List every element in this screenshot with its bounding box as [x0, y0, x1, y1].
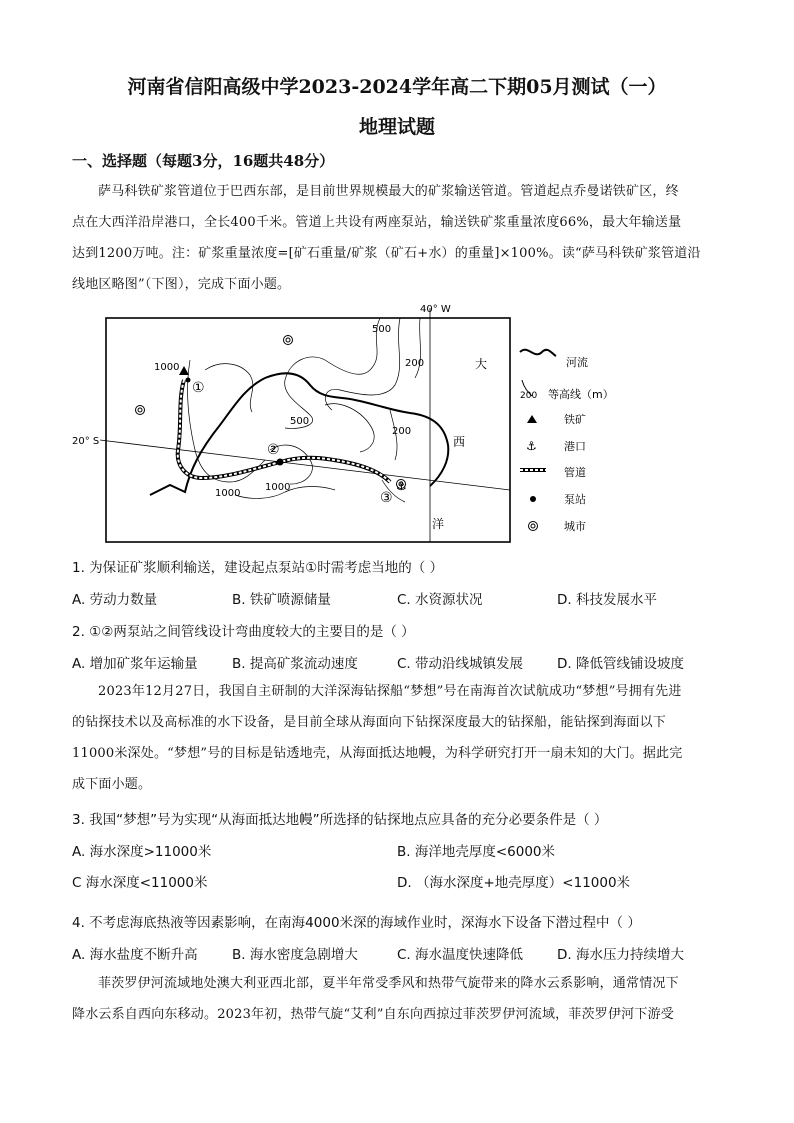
q2-option-d[interactable]: D. 降低管线铺设坡度 — [557, 656, 684, 672]
passage-1-line: 线地区略图”（下图），完成下面小题。 — [72, 277, 291, 292]
passage-2-line: 2023年12月27日，我国自主研制的大洋深海钻探船“梦想”号在南海首次试航成功“梦想”号拥有先进 — [98, 684, 682, 699]
passage-3 — [72, 968, 722, 1030]
legend-contour-value: 200 — [520, 391, 538, 401]
station-label-2: ② — [267, 442, 280, 458]
pump-station-icon — [530, 496, 536, 502]
legend-label: 港口 — [564, 440, 586, 453]
passage-1-line: 达到1200万吨。注：矿浆重量浓度=[矿石重量/矿浆（矿石+水）的重量]×100%。读“萨马科铁矿浆管道沿 — [72, 246, 701, 261]
passage-1-line: 萨马科铁矿浆管道位于巴西东部，是目前世界规模最大的矿浆输送管道。管道起点乔曼诺铁矿区，终 — [98, 184, 679, 199]
q3-option-b[interactable]: B. 海洋地壳厚度<6000米 — [397, 844, 556, 860]
section-heading: 一、选择题（每题3分，16题共48分） — [72, 152, 335, 170]
ocean-char: 西 — [453, 435, 466, 449]
exam-title: 河南省信阳高级中学2023-2024学年高二下期05月测试（一） — [127, 76, 667, 98]
q2-option-a[interactable]: A. 增加矿浆年运输量 — [72, 656, 198, 672]
legend-label: 泵站 — [564, 493, 586, 506]
station-label-1: ① — [192, 380, 205, 396]
contour-label: 1000 — [265, 482, 291, 493]
question-2-stem: 2. ①②两泵站之间管线设计弯曲度较大的主要目的是（ ） — [72, 624, 415, 640]
q3-option-a[interactable]: A. 海水深度>11000米 — [72, 844, 212, 860]
passage-1-line: 点在大西洋沿岸港口，全长400千米。管道上共设有两座泵站，输送铁矿浆重量浓度66%，最大年输送量 — [72, 215, 682, 230]
map-frame — [106, 318, 510, 542]
pipeline-map-figure — [70, 300, 710, 550]
longitude-label: 40° W — [420, 304, 451, 315]
q4-option-c[interactable]: C. 海水温度快速降低 — [397, 947, 524, 963]
ocean-char: 大 — [475, 357, 488, 371]
passage-2-line: 成下面小题。 — [72, 777, 152, 792]
passage-3-line: 菲茨罗伊河流域地处澳大利亚西北部，夏半年常受季风和热带气旋带来的降水云系影响，通常情况下 — [98, 976, 679, 991]
passage-3-line: 降水云系自西向东移动。2023年初，热带气旋“艾利”自东向西掠过菲茨罗伊河流域，菲茨罗伊河下游受 — [72, 1007, 674, 1022]
station-label-3: ③ — [380, 490, 393, 506]
legend-label: 城市 — [564, 520, 586, 533]
passage-2 — [72, 676, 722, 800]
contour-label: 500 — [290, 416, 310, 427]
legend-label: 铁矿 — [564, 413, 586, 426]
port-icon: ⚓ — [396, 479, 407, 493]
q1-option-c[interactable]: C. 水资源状况 — [397, 592, 483, 608]
q2-option-c[interactable]: C. 带动沿线城镇发展 — [397, 656, 524, 672]
q4-option-b[interactable]: B. 海水密度急剧增大 — [232, 947, 358, 963]
legend-label: 管道 — [564, 466, 586, 479]
river-icon — [520, 350, 556, 356]
q4-option-d[interactable]: D. 海水压力持续增大 — [557, 947, 684, 963]
q1-option-a[interactable]: A. 劳动力数量 — [72, 592, 158, 608]
iron-mine-icon — [527, 415, 537, 423]
contour-label: 500 — [372, 324, 392, 335]
city-icon — [529, 522, 538, 531]
question-3-stem: 3. 我国“梦想”号为实现“从海面抵达地幔”所选择的钻探地点应具备的充分必要条件是（ ） — [72, 812, 608, 828]
pump-station-icon — [277, 459, 284, 466]
contour-label: 1000 — [154, 362, 180, 373]
ocean-char: 洋 — [432, 517, 445, 531]
legend-label: 河流 — [566, 356, 588, 369]
latitude-label: 20° S — [72, 436, 100, 447]
exam-subtitle: 地理试题 — [358, 116, 435, 138]
passage-1 — [72, 176, 722, 300]
contour-label: 1000 — [215, 488, 241, 499]
question-4-stem: 4. 不考虑海底热液等因素影响，在南海4000米深的海域作业时，深海水下设备下潜过程中（ ） — [72, 915, 641, 931]
contour-label: 200 — [392, 426, 412, 437]
contour-label: 200 — [405, 358, 425, 369]
q1-option-b[interactable]: B. 铁矿喷源储量 — [232, 592, 331, 608]
q3-option-c[interactable]: C 海水深度<11000米 — [72, 875, 208, 891]
legend-label: 等高线（m） — [548, 388, 614, 401]
q2-option-b[interactable]: B. 提高矿浆流动速度 — [232, 656, 358, 672]
pump-station-icon — [186, 378, 191, 383]
q3-option-d[interactable]: D. （海水深度+地壳厚度）<11000米 — [397, 875, 631, 891]
passage-2-line: 的钻探技术以及高标准的水下设备，是目前全球从海面向下钻探深度最大的钻探船，能钻探到海面以下 — [72, 715, 667, 730]
port-icon: ⚓ — [526, 439, 537, 453]
q4-option-a[interactable]: A. 海水盐度不断升高 — [72, 947, 198, 963]
question-1-stem: 1. 为保证矿浆顺利输送，建设起点泵站①时需考虑当地的（ ） — [72, 560, 444, 576]
q1-option-d[interactable]: D. 科技发展水平 — [557, 592, 657, 608]
passage-2-line: 11000米深处。“梦想”号的目标是钻透地壳，从海面抵达地幔，为科学研究打开一扇未知的大门。据此完 — [72, 746, 683, 761]
map-legend — [520, 350, 614, 533]
